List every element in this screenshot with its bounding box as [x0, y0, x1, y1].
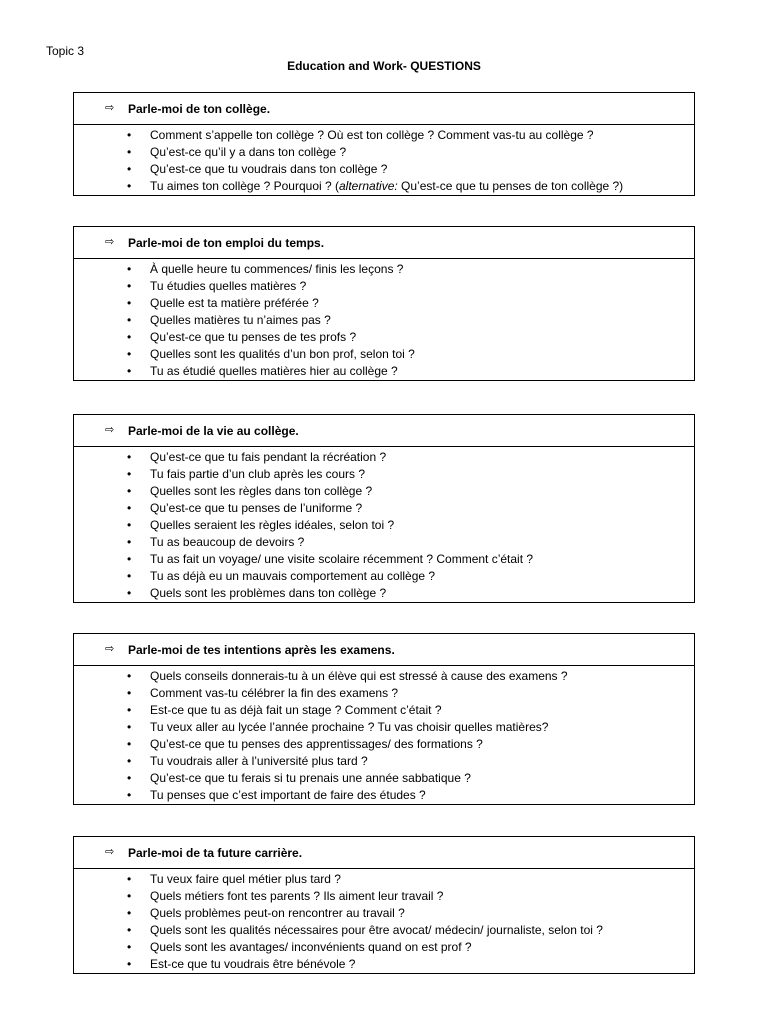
question-item: • Quelles sont les qualités d’un bon prof, selon toi ?	[74, 346, 694, 363]
section-heading: Parle-moi de la vie au collège.	[128, 423, 299, 438]
question-text: Tu aimes ton collège ? Pourquoi ? (	[150, 179, 339, 193]
section-header	[74, 93, 694, 125]
question-item: • Quels sont les qualités nécessaires pour être avocat/ médecin/ journaliste, selon toi ?	[74, 922, 694, 939]
section-vie-au-college	[73, 414, 695, 603]
question-text: Qu’est-ce que tu penses de ton collège ?)	[397, 179, 624, 193]
question-item: • Tu as beaucoup de devoirs ?	[74, 534, 694, 551]
question-item: • Est-ce que tu voudrais être bénévole ?	[74, 956, 694, 973]
question-item: • Qu’est-ce que tu voudrais dans ton collège ?	[74, 161, 694, 178]
arrow-right-icon: ⇨	[105, 846, 115, 858]
question-item: • Quels problèmes peut-on rencontrer au travail ?	[74, 905, 694, 922]
question-item: • Quels conseils donnerais-tu à un élève qui est stressé à cause des examens ?	[74, 668, 694, 685]
page-title: Education and Work- QUESTIONS	[287, 59, 481, 73]
question-item: • Tu étudies quelles matières ?	[74, 278, 694, 295]
section-heading: Parle-moi de ta future carrière.	[128, 845, 303, 860]
question-item: • Tu as étudié quelles matières hier au collège ?	[74, 363, 694, 380]
question-item: • Tu veux faire quel métier plus tard ?	[74, 871, 694, 888]
question-item: • Tu penses que c’est important de faire des études ?	[74, 787, 694, 804]
question-item: • Comment s’appelle ton collège ? Où est ton collège ? Comment vas-tu au collège ?	[74, 127, 694, 144]
question-item: • Qu’est-ce qu’il y a dans ton collège ?	[74, 144, 694, 161]
alternative-label: alternative:	[339, 179, 398, 193]
question-item: • À quelle heure tu commences/ finis les leçons ?	[74, 261, 694, 278]
topic-label: Topic 3	[46, 44, 85, 58]
arrow-right-icon: ⇨	[105, 424, 115, 436]
arrow-right-icon: ⇨	[105, 236, 115, 248]
question-item: • Quelles matières tu n’aimes pas ?	[74, 312, 694, 329]
question-item: • Qu’est-ce que tu penses de tes profs ?	[74, 329, 694, 346]
question-item: • Quels sont les avantages/ inconvénients quand on est prof ?	[74, 939, 694, 956]
question-item: • Quels métiers font tes parents ? Ils aiment leur travail ?	[74, 888, 694, 905]
question-list	[74, 666, 694, 804]
section-intentions-examens	[73, 633, 695, 805]
question-item: • Quelle est ta matière préférée ?	[74, 295, 694, 312]
section-emploi-du-temps	[73, 226, 695, 381]
question-item: • Comment vas-tu célébrer la fin des examens ?	[74, 685, 694, 702]
question-item: • Quelles seraient les règles idéales, selon toi ?	[74, 517, 694, 534]
section-heading: Parle-moi de ton emploi du temps.	[128, 235, 325, 250]
question-item: • Tu as déjà eu un mauvais comportement au collège ?	[74, 568, 694, 585]
question-item: • Est-ce que tu as déjà fait un stage ? Comment c’était ?	[74, 702, 694, 719]
section-header	[74, 634, 694, 666]
section-header	[74, 227, 694, 259]
section-college	[73, 92, 695, 196]
question-item: • Tu as fait un voyage/ une visite scolaire récemment ? Comment c’était ?	[74, 551, 694, 568]
question-item: • Qu’est-ce que tu penses de l’uniforme ?	[74, 500, 694, 517]
section-future-carriere	[73, 836, 695, 974]
question-item: • Qu’est-ce que tu fais pendant la récréation ?	[74, 449, 694, 466]
section-header	[74, 837, 694, 869]
question-item: • Quels sont les problèmes dans ton collège ?	[74, 585, 694, 602]
arrow-right-icon: ⇨	[105, 102, 115, 114]
question-item: • Tu veux aller au lycée l’année prochaine ? Tu vas choisir quelles matières?	[74, 719, 694, 736]
section-header	[74, 415, 694, 447]
question-item	[74, 178, 694, 195]
question-item: • Tu fais partie d’un club après les cours ?	[74, 466, 694, 483]
question-list	[74, 125, 694, 195]
question-list	[74, 869, 694, 973]
question-item: • Qu’est-ce que tu ferais si tu prenais une année sabbatique ?	[74, 770, 694, 787]
question-item: • Tu voudrais aller à l’université plus tard ?	[74, 753, 694, 770]
question-item: • Qu’est-ce que tu penses des apprentissages/ des formations ?	[74, 736, 694, 753]
section-heading: Parle-moi de ton collège.	[128, 101, 271, 116]
arrow-right-icon: ⇨	[105, 643, 115, 655]
section-heading: Parle-moi de tes intentions après les examens.	[128, 642, 395, 657]
question-list	[74, 259, 694, 380]
question-item: • Quelles sont les règles dans ton collège ?	[74, 483, 694, 500]
question-list	[74, 447, 694, 602]
